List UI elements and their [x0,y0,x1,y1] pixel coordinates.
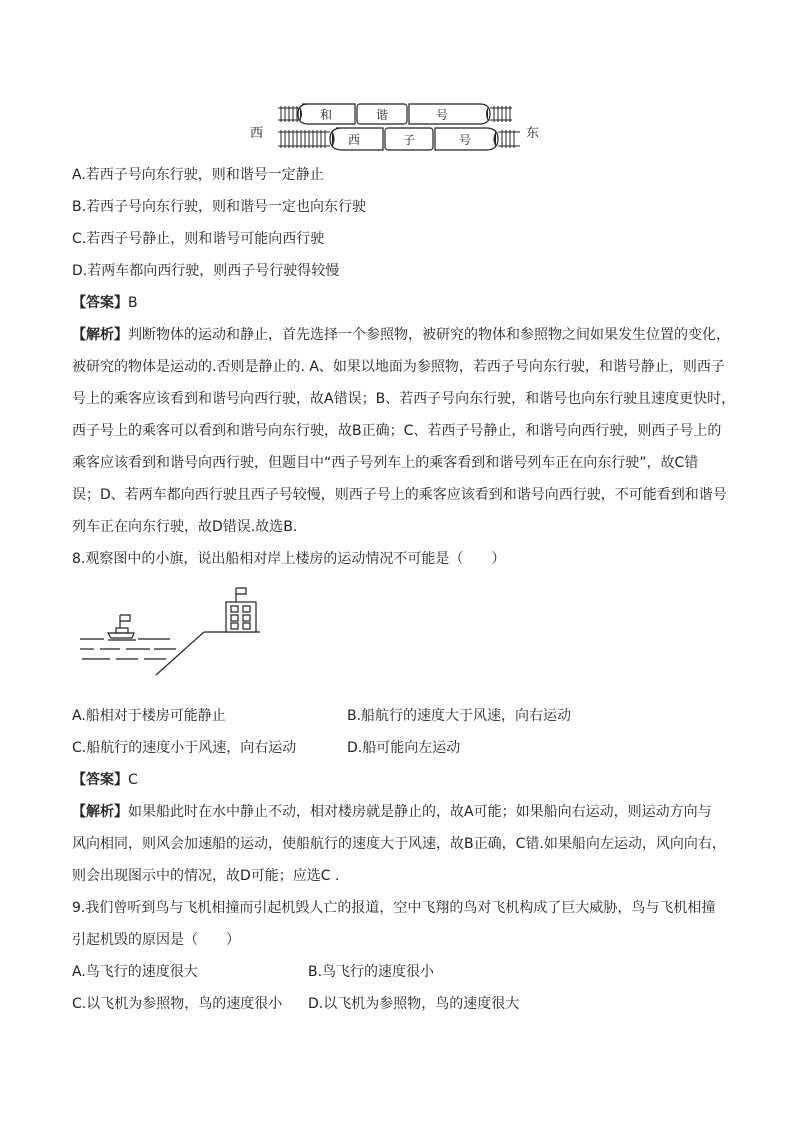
q8-analysis-line [72,802,732,822]
q8-option-a: A.船相对于楼房可能静止 [72,708,226,724]
q7-analysis-line [72,325,732,345]
q9-option-c: C.以飞机为参照物，鸟的速度很小 [72,996,283,1012]
q8-option-b: B.船航行的速度大于风速，向右运动 [347,708,572,724]
q9-option-d: D.以飞机为参照物，鸟的速度很大 [308,996,520,1012]
answer-tag: 【答案】 [72,295,128,311]
hexie-car-3: 号 [436,108,449,122]
q7-option-a: A.若西子号向东行驶，则和谐号一定静止 [72,167,324,183]
q9-stem-line: 9.我们曾听到鸟与飞机相撞而引起机毁人亡的报道，空中飞翔的鸟对飞机构成了巨大威胁，鸟与飞机相撞 [72,900,716,916]
analysis-text: 如果船此时在水中静止不动，相对楼房就是静止的，故A可能；如果船向右运动，则运动方向与 [128,804,712,820]
q7-option-c: C.若西子号静止，则和谐号可能向西行驶 [72,231,325,247]
east-label: 东 [526,126,540,141]
xizi-car-3: 号 [459,133,472,147]
boat-building-figure [76,585,266,680]
train-figure [250,98,550,156]
analysis-tag: 【解析】 [72,327,128,343]
analysis-tag: 【解析】 [72,804,128,820]
q7-answer [72,293,732,313]
q7-option-d: D.若两车都向西行驶，则西子号行驶得较慢 [72,263,340,279]
q7-analysis-line: 被研究的物体是运动的.否则是静止的. A、如果以地面为参照物，若西子号向东行驶，和谐号静止，则西子 [72,359,725,375]
answer-value: C [128,772,138,788]
q8-answer [72,770,732,790]
train-diagram [250,98,550,156]
xizi-car-2: 子 [403,133,416,147]
q8-stem: 8.观察图中的小旗，说出船相对岸上楼房的运动情况不可能是（ ） [72,551,506,567]
analysis-text: 判断物体的运动和静止，首先选择一个参照物，被研究的物体和参照物之间如果发生位置的变化， [128,327,730,343]
q7-analysis-line: 列车正在向东行驶，故D错误.故选B. [72,519,298,535]
q7-analysis-line: 乘客应该看到和谐号向西行驶，但题目中“西子号列车上的乘客看到和谐号列车正在向东行驶”，故C错 [72,455,699,471]
q7-analysis-line: 号上的乘客应该看到和谐号向西行驶，故A错误；B、若西子号向东行驶，和谐号也向东行驶且速度更快时， [72,391,736,407]
answer-value: B [128,295,138,311]
hexie-car-2: 谐 [376,108,389,122]
xizi-car-1: 西 [348,133,361,147]
west-label: 西 [250,126,264,141]
q8-option-d: D.船可能向左运动 [347,740,461,756]
q9-stem-line: 引起机毁的原因是（ ） [72,932,240,948]
q7-option-b: B.若西子号向东行驶，则和谐号一定也向东行驶 [72,199,367,215]
boat-shore-diagram [76,585,266,680]
q9-option-a: A.鸟飞行的速度很大 [72,964,198,980]
q9-option-b: B.鸟飞行的速度很小 [308,964,435,980]
q8-option-c: C.船航行的速度小于风速，向右运动 [72,740,297,756]
q8-analysis-line: 风向相同，则风会加速船的运动，使船航行的速度大于风速，故B正确，C错.如果船向左运动，风向向右， [72,836,726,852]
hexie-car-1: 和 [320,108,333,122]
q8-analysis-line: 则会出现图示中的情况，故D可能；应选C . [72,868,340,884]
answer-tag: 【答案】 [72,772,128,788]
q7-analysis-line: 西子号上的乘客可以看到和谐号向东行驶，故B正确；C、若西子号静止，和谐号向西行驶，则西子号上的 [72,423,722,439]
q7-analysis-line: 误；D、若两车都向西行驶且西子号较慢，则西子号上的乘客应该看到和谐号向西行驶，不可能看到和谐号 [72,487,727,503]
